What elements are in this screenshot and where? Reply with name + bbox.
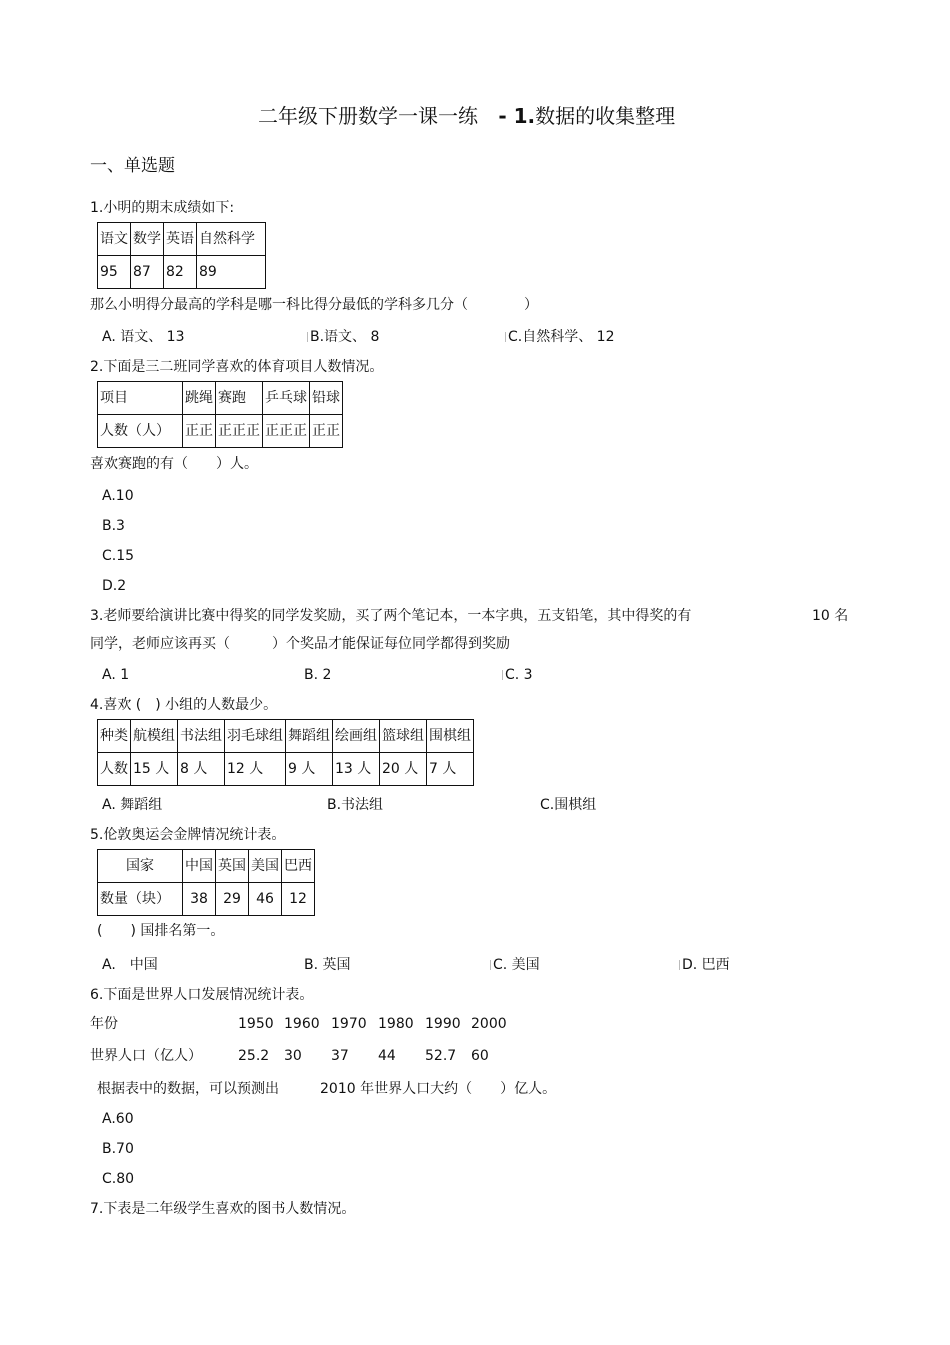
q1-value-0: 95 (98, 256, 131, 289)
q6-pop-0: 25.2 (238, 1048, 270, 1064)
q2-r1-0: 项目 (98, 382, 183, 415)
q3-line2: 同学，老师应该再买（ ）个奖品才能保证每位同学都得到奖励 (90, 636, 510, 652)
q5-r2-0: 数量（块） (98, 883, 183, 916)
q2-r1-4: 铅球 (310, 382, 343, 415)
q6-option-b[interactable]: B.70 (102, 1141, 134, 1157)
section-heading: 一、单选题 (90, 156, 175, 176)
table-row (98, 753, 474, 786)
q4-option-a[interactable]: A. 舞蹈组 (102, 797, 163, 813)
q6-stem: 6.下面是世界人口发展情况统计表。 (90, 987, 314, 1003)
q4-r1-0: 种类 (98, 720, 131, 753)
q1-header-3: 自然科学 (197, 223, 266, 256)
q3-option-c-label: C. 3 (505, 667, 533, 683)
q2-option-c[interactable]: C.15 (102, 548, 135, 564)
q1-option-b-label: B.语文、 8 (310, 329, 380, 345)
q5-option-c-label: C. 美国 (493, 957, 540, 973)
q5-r1-2: 英国 (216, 850, 249, 883)
q4-option-b[interactable]: B.书法组 (327, 797, 384, 813)
table-row (98, 382, 343, 415)
q5-question: ( ) 国排名第一。 (97, 923, 225, 939)
q4-r1-2: 书法组 (178, 720, 225, 753)
q6-option-a[interactable]: A.60 (102, 1111, 134, 1127)
q6-question-part2: 2010 年世界人口大约（ ）亿人。 (320, 1081, 557, 1097)
table-row (98, 256, 266, 289)
title-topic: 数据的收集整理 (535, 104, 676, 128)
q5-r2-1: 38 (183, 883, 216, 916)
q3-line1-tail: 10 名 (812, 608, 849, 624)
separator (502, 670, 503, 680)
q1-header-2: 英语 (164, 223, 197, 256)
q6-question-part1: 根据表中的数据，可以预测出 (97, 1081, 279, 1097)
page-title (258, 106, 675, 126)
q6-pop-4: 52.7 (425, 1048, 457, 1064)
q6-year-label: 年份 (90, 1016, 118, 1032)
q2-r2-1: 正正 (183, 415, 216, 448)
q5-r2-2: 29 (216, 883, 249, 916)
q2-r2-3: 正正正 (263, 415, 310, 448)
table-row (98, 223, 266, 256)
q4-r1-5: 绘画组 (333, 720, 380, 753)
q6-year-3: 1980 (378, 1016, 414, 1032)
q6-option-c[interactable]: C.80 (102, 1171, 135, 1187)
q2-option-a[interactable]: A.10 (102, 488, 134, 504)
q5-option-c[interactable] (490, 958, 540, 972)
separator (307, 332, 308, 342)
q4-r1-1: 航模组 (131, 720, 178, 753)
q2-r2-4: 正正 (310, 415, 343, 448)
separator (505, 332, 506, 342)
table-row (98, 415, 343, 448)
q3-line1: 3.老师要给演讲比赛中得奖的同学发奖励，买了两个笔记本，一本字典，五支铅笔，其中得奖的有 (90, 608, 692, 624)
q4-table (97, 719, 474, 786)
q3-option-b[interactable]: B. 2 (304, 667, 332, 683)
q5-r1-1: 中国 (183, 850, 216, 883)
q7-stem: 7.下表是二年级学生喜欢的图书人数情况。 (90, 1201, 356, 1217)
q4-r1-6: 篮球组 (380, 720, 427, 753)
q5-stem: 5.伦敦奥运会金牌情况统计表。 (90, 827, 286, 843)
q4-stem: 4.喜欢 ( ) 小组的人数最少。 (90, 697, 278, 713)
title-main: 二年级下册数学一课一练 (258, 104, 478, 128)
q6-year-0: 1950 (238, 1016, 274, 1032)
q5-r1-4: 巴西 (282, 850, 315, 883)
q6-pop-2: 37 (331, 1048, 349, 1064)
q5-r1-0: 国家 (98, 850, 183, 883)
title-number: - 1. (498, 104, 536, 128)
q6-year-4: 1990 (425, 1016, 461, 1032)
q5-option-d-label: D. 巴西 (682, 957, 730, 973)
q6-year-2: 1970 (331, 1016, 367, 1032)
q5-option-d[interactable] (679, 958, 730, 972)
q1-option-c-label: C.自然科学、 12 (508, 329, 615, 345)
q1-question: 那么小明得分最高的学科是哪一科比得分最低的学科多几分（ ） (90, 297, 538, 313)
table-row (98, 883, 315, 916)
table-row (98, 850, 315, 883)
q3-option-a[interactable]: A. 1 (102, 667, 130, 683)
q5-option-b[interactable]: B. 英国 (304, 957, 351, 973)
q4-r1-4: 舞蹈组 (286, 720, 333, 753)
q6-pop-1: 30 (284, 1048, 302, 1064)
q1-table (97, 222, 266, 289)
q6-year-5: 2000 (471, 1016, 507, 1032)
table-row (98, 720, 474, 753)
q2-stem: 2.下面是三二班同学喜欢的体育项目人数情况。 (90, 359, 384, 375)
q4-option-c[interactable]: C.围棋组 (540, 797, 597, 813)
q4-r2-2: 8 人 (178, 753, 225, 786)
q6-year-1: 1960 (284, 1016, 320, 1032)
q2-option-d[interactable]: D.2 (102, 578, 127, 594)
q6-pop-5: 60 (471, 1048, 489, 1064)
q3-option-c[interactable] (502, 668, 533, 682)
q4-r1-3: 羽毛球组 (225, 720, 286, 753)
q2-r1-2: 赛跑 (216, 382, 263, 415)
q1-option-b[interactable] (307, 330, 379, 344)
separator (490, 960, 491, 970)
q1-value-3: 89 (197, 256, 266, 289)
q1-header-1: 数学 (131, 223, 164, 256)
q4-r2-7: 7 人 (427, 753, 474, 786)
q5-r2-4: 12 (282, 883, 315, 916)
q4-r2-4: 9 人 (286, 753, 333, 786)
separator (679, 960, 680, 970)
q2-table (97, 381, 343, 448)
q1-value-1: 87 (131, 256, 164, 289)
q1-stem: 1.小明的期末成绩如下: (90, 200, 235, 216)
q4-r2-3: 12 人 (225, 753, 286, 786)
q1-header-0: 语文 (98, 223, 131, 256)
q2-r2-2: 正正正 (216, 415, 263, 448)
q2-r1-3: 乒乓球 (263, 382, 310, 415)
q1-value-2: 82 (164, 256, 197, 289)
q4-r2-6: 20 人 (380, 753, 427, 786)
q2-question: 喜欢赛跑的有（ ）人。 (90, 456, 258, 472)
q4-r1-7: 围棋组 (427, 720, 474, 753)
q5-r2-3: 46 (249, 883, 282, 916)
q5-table (97, 849, 315, 916)
q4-r2-5: 13 人 (333, 753, 380, 786)
q2-r1-1: 跳绳 (183, 382, 216, 415)
q6-pop-label: 世界人口（亿人） (90, 1048, 202, 1064)
q4-r2-1: 15 人 (131, 753, 178, 786)
q5-option-a[interactable]: A. 中国 (102, 957, 158, 973)
q2-r2-0: 人数（人） (98, 415, 183, 448)
q4-r2-0: 人数 (98, 753, 131, 786)
q2-option-b[interactable]: B.3 (102, 518, 125, 534)
q6-pop-3: 44 (378, 1048, 396, 1064)
q5-r1-3: 美国 (249, 850, 282, 883)
q1-option-a[interactable]: A. 语文、 13 (102, 329, 185, 345)
q1-option-c[interactable] (505, 330, 615, 344)
